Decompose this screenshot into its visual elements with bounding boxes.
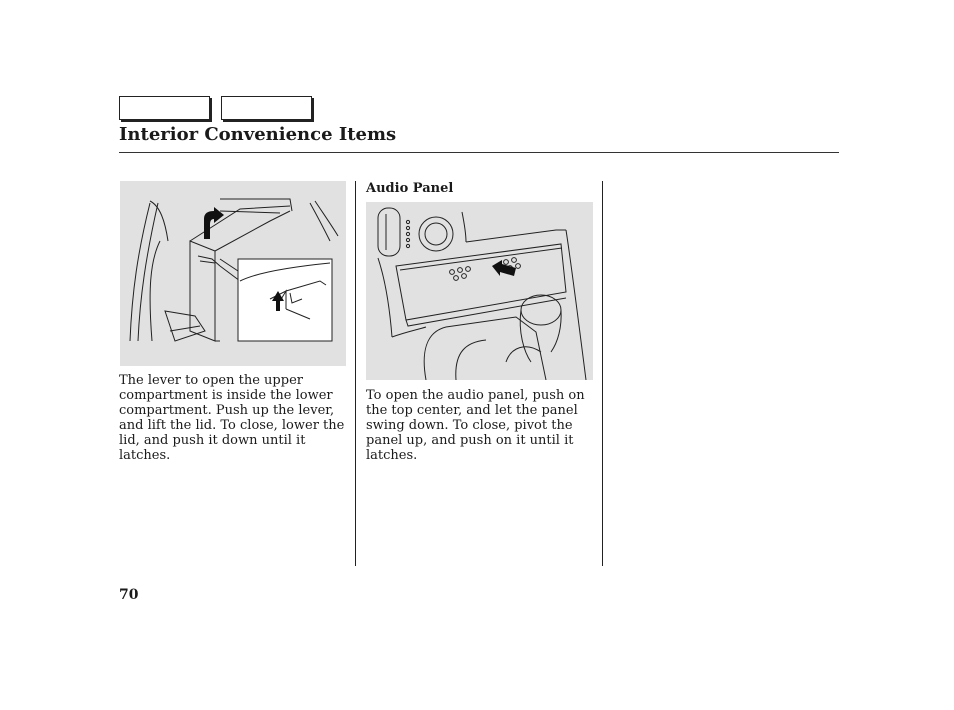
page-title: Interior Convenience Items [119,124,397,145]
nav-tab-box-1[interactable] [119,96,210,120]
page-number: 70 [119,587,139,603]
title-divider [119,152,839,153]
column-divider-1 [355,181,356,566]
center-console-lever-illustration [120,181,346,366]
audio-panel-push-illustration [366,202,593,380]
audio-panel-instructions: To open the audio panel, push on the top center, and let the panel swing down. To close, pivot the panel up, and push on it until it latches. [366,388,585,463]
nav-tab-box-2[interactable] [221,96,312,120]
audio-panel-figure [366,202,593,380]
audio-panel-heading: Audio Panel [366,181,454,196]
console-lever-figure [120,181,346,366]
column-divider-2 [602,181,603,566]
console-lever-instructions: The lever to open the upper compartment is inside the lower compartment. Push up the lever, and lift the lid. To close, lower the lid, and push it down until it latches. [119,373,345,463]
